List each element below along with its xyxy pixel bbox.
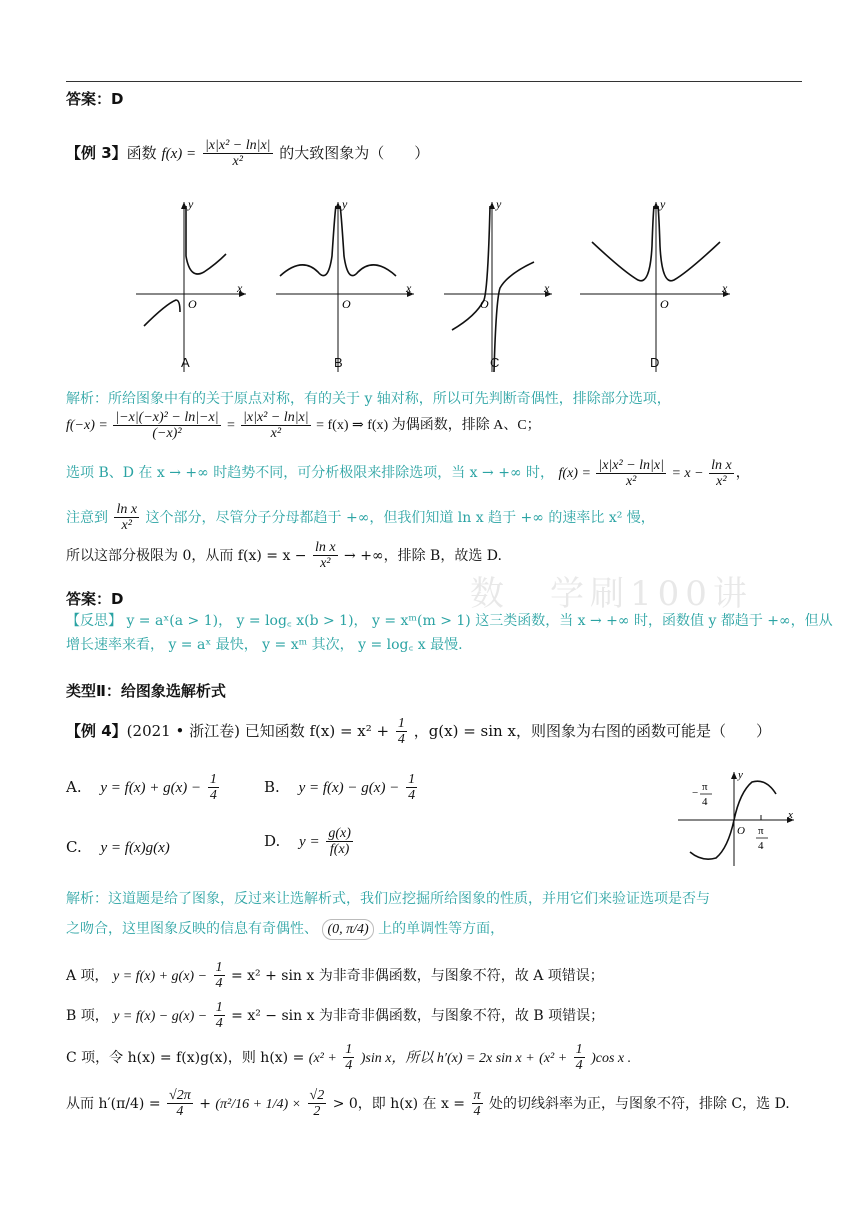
analysis4-line-a: A 项， y = f(x) + g(x) − $\frac{1}{4}$ = x² + sin x 为非奇非偶函数，与图象不符，故 A 项错误； [66,960,604,992]
analysis4-line1: 解析：这道题是给了图象，反过来让选解析式，我们应挖掘所给图象的性质，并用它们来验证选项是否与 [66,891,710,907]
example3-label: 【例 3】 [66,143,127,162]
example3-suffix: 的大致图象为（ ） [279,143,430,162]
analysis4-line2: 之吻合，这里图象反映的信息有奇偶性、 (0, π/4) 上的单调性等方面， [66,918,504,938]
svg-text:4: 4 [758,840,764,852]
svg-text:π: π [758,825,764,837]
analysis3-answer: 答案：D [66,590,124,608]
graph-c-caption: C [490,355,500,370]
graph-c [440,196,560,376]
svg-text:x: x [788,809,793,821]
graph-c-y-label: y [496,197,502,211]
graph-a [134,196,254,376]
graph-a-caption: A [181,355,190,370]
svg-text:−: − [692,787,699,799]
option-a[interactable]: A. y = f(x) + g(x) − $\frac{1}{4}$ [66,772,217,804]
graph-b-caption: B [334,355,343,370]
type2-heading: 类型Ⅱ：给图象选解析式 [66,682,226,700]
previous-answer: 答案：D [66,90,124,108]
option-c[interactable]: C. y = f(x)g(x) [66,838,170,856]
analysis3-line3: 选项 B、D 在 x → +∞ 时趋势不同，可分析极限来排除选项，当 x → +∞ 时， f(x) = $\frac{\text{|x|x² − ln|x|}}{\text{x²}}$ = x − $\frac{\text{ln x}}{\text{x²}}$ ， [66,458,750,490]
analysis3-line2: f(−x) = $\frac{\text{|−x|(−x)² − ln|−x|}}{\text{(−x)²}}$ = $\frac{\text{|x|x² − ln|x|}}{\text{x²}}$ = f(x) ⇒ f(x) 为偶函数，排除 A、C； [66,410,541,442]
graph-b-y-label: y [342,197,348,211]
graph-b-origin: O [342,297,351,311]
graph-b-x-label: x [406,281,412,295]
reflection-line2: 增长速率来看， y = aˣ 最快， y = xᵐ 其次， y = log꜀ x 最慢. [66,637,463,653]
svg-text:y: y [738,769,743,781]
example4-graph [676,768,800,868]
graph-d-origin: O [660,297,669,311]
option-d[interactable]: D. y = $\frac{g(x)}{f(x)}$ [264,826,351,858]
graph-d-caption: D [650,355,660,370]
svg-text:4: 4 [702,796,708,808]
graph-d-x-label: x [722,281,728,295]
analysis3-line1: 解析：所给图象中有的关于原点对称，有的关于 y 轴对称，所以可先判断奇偶性，排除部分选项， [66,391,671,407]
analysis4-line-d: 从而 h′(π/4) = $\frac{√2\pi}{4}$ + (π²/16 + 1/4) × $\frac{√2}{2}$ > 0，即 h(x) 在 x = $\frac{\pi}{4}$ 处的切线斜率为正，与图象不符，排除 C，选 D. [66,1088,790,1120]
analysis4-line-b: B 项， y = f(x) − g(x) − $\frac{1}{4}$ = x² − sin x 为非奇非偶函数，与图象不符，故 B 项错误； [66,1000,605,1032]
graph-c-x-label: x [544,281,550,295]
svg-text:π: π [702,781,708,793]
example3-question [66,138,429,170]
svg-text:O: O [737,825,745,837]
top-rule [66,81,802,82]
graph-d-y-label: y [660,197,666,211]
option-b[interactable]: B. y = f(x) − g(x) − $\frac{1}{4}$ [264,772,416,804]
analysis3-line5: 所以这部分极限为 0，从而 f(x) = x − $\frac{\text{ln x}}{\text{x²}}$ → +∞，排除 B，故选 D. [66,540,502,572]
graph-a-origin: O [188,297,197,311]
reflection-line1: 【反思】 y = aˣ(a > 1)， y = log꜀ x(b > 1)， y = xᵐ(m > 1) 这三类函数，当 x → +∞ 时，函数值 y 都趋于 +∞，但从 [66,613,833,629]
example3-func-lhs: f(x) = [161,145,197,162]
graph-a-x-label: x [237,281,243,295]
graph-a-y-label: y [188,197,194,211]
graph-b [272,196,422,376]
watermark: 数 学刷100讲 [470,574,753,614]
graph-d [576,196,736,376]
example3-func-fraction: $\frac{\text{|x|x² − ln|x|}}{\text{x²}}$ [204,138,271,170]
example3-prefix: 函数 [126,143,157,162]
analysis3-line4: 注意到 $\frac{\text{ln x}}{\text{x²}}$ 这个部分，尽管分子分母都趋于 +∞，但我们知道 ln x 趋于 +∞ 的速率比 x² 慢， [66,502,655,534]
graph-c-origin: O [480,297,489,311]
analysis4-line-c: C 项，令 h(x) = f(x)g(x)，则 h(x) = (x² + $\frac{1}{4}$ )sin x，所以 h′(x) = 2x sin x + (x² + $\frac{1}{4}$ )cos x . [66,1042,632,1074]
example4-question: 【例 4】(2021 • 浙江卷) 已知函数 f(x) = x² + $\frac{1}{4}$ ，g(x) = sin x，则图象为右图的函数可能是（ ） [66,716,771,748]
